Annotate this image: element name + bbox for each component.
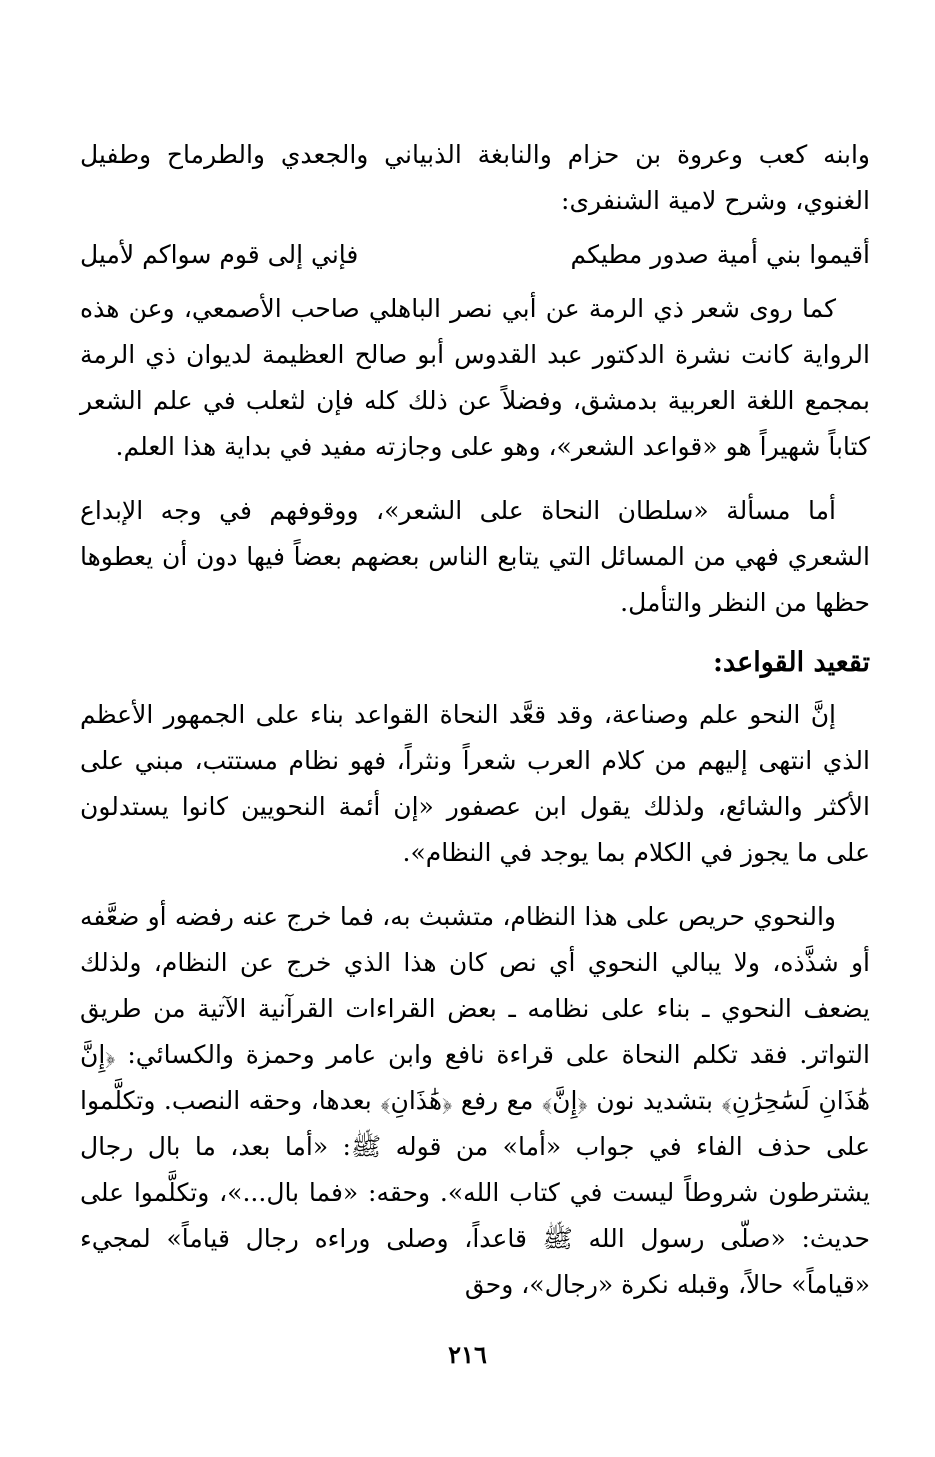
- paragraph-3: أما مسألة «سلطان النحاة على الشعر»، ووقوفهم في وجه الإبداع الشعري فهي من المسائل التي يتابع الناس بعضهم بعضاً فيها دون أن يعطوها حظها من النظر والتأمل.: [80, 496, 870, 617]
- poetry-verse: [80, 232, 870, 278]
- page-number: ٢١٦: [448, 1340, 487, 1369]
- paragraph-1: وابنه كعب وعروة بن حزام والنابغة الذبياني والجعدي والطرماح وطفيل الغنوي، وشرح لامية الشنفرى:: [80, 140, 870, 215]
- paragraph-4: إنَّ النحو علم وصناعة، وقد قعَّد النحاة القواعد بناء على الجمهور الأعظم الذي انتهى إليهم من كلام العرب شعراً ونثراً، فهو نظام مستتب، مبني على الأكثر والشائع، ولذلك يقول ابن عصفور «إن أئمة النحويين كانوا يستدلون على ما يجوز في الكلام بما يوجد في النظام».: [80, 700, 870, 867]
- page-body: [80, 132, 870, 1308]
- verse-second-hemistich: فإني إلى قوم سواكم لأميل: [80, 240, 359, 269]
- section-heading: تقعيد القواعد:: [712, 647, 870, 678]
- paragraph-2: كما روى شعر ذي الرمة عن أبي نصر الباهلي صاحب الأصمعي، وعن هذه الرواية كانت نشرة الدكتور عبد القدوس أبو صالح العظيمة لديوان ذي الرمة بمجمع اللغة العربية بدمشق، وفضلاً عن ذلك كله فإن لثعلب في علم الشعر كتاباً شهيراً هو «قواعد الشعر»، وهو على وجازته مفيد في بداية هذا العلم.: [80, 294, 870, 461]
- paragraph-5: والنحوي حريص على هذا النظام، متشبث به، فما خرج عنه رفضه أو ضعَّفه أو شذَّذه، ولا يبالي النحوي أي نص كان هذا الذي خرج عن النظام، ولذلك يضعف النحوي ـ بناء على نظامه ـ بعض القراءات القرآنية الآتية من طريق التواتر. فقد تكلم النحاة على قراءة نافع وابن عامر وحمزة والكسائي: ﴿إِنَّ هَٰذَانِ لَسَٰحِرَٰنِ﴾ بتشديد نون ﴿إِنَّ﴾ مع رفع ﴿هَٰذَانِ﴾ بعدها، وحقه النصب. وتكلَّموا على حذف الفاء في جواب «أما» من قوله ﷺ: «أما بعد، ما بال رجال يشترطون شروطاً ليست في كتاب الله». وحقه: «فما بال...»، وتكلَّموا على حديث: «صلّى رسول الله ﷺ قاعداً، وصلى وراءه رجال قياماً» لمجيء «قياماً» حالاً، وقبله نكرة «رجال»، وحق: [80, 902, 870, 1299]
- verse-first-hemistich: أقيموا بني أمية صدور مطيكم: [570, 240, 870, 269]
